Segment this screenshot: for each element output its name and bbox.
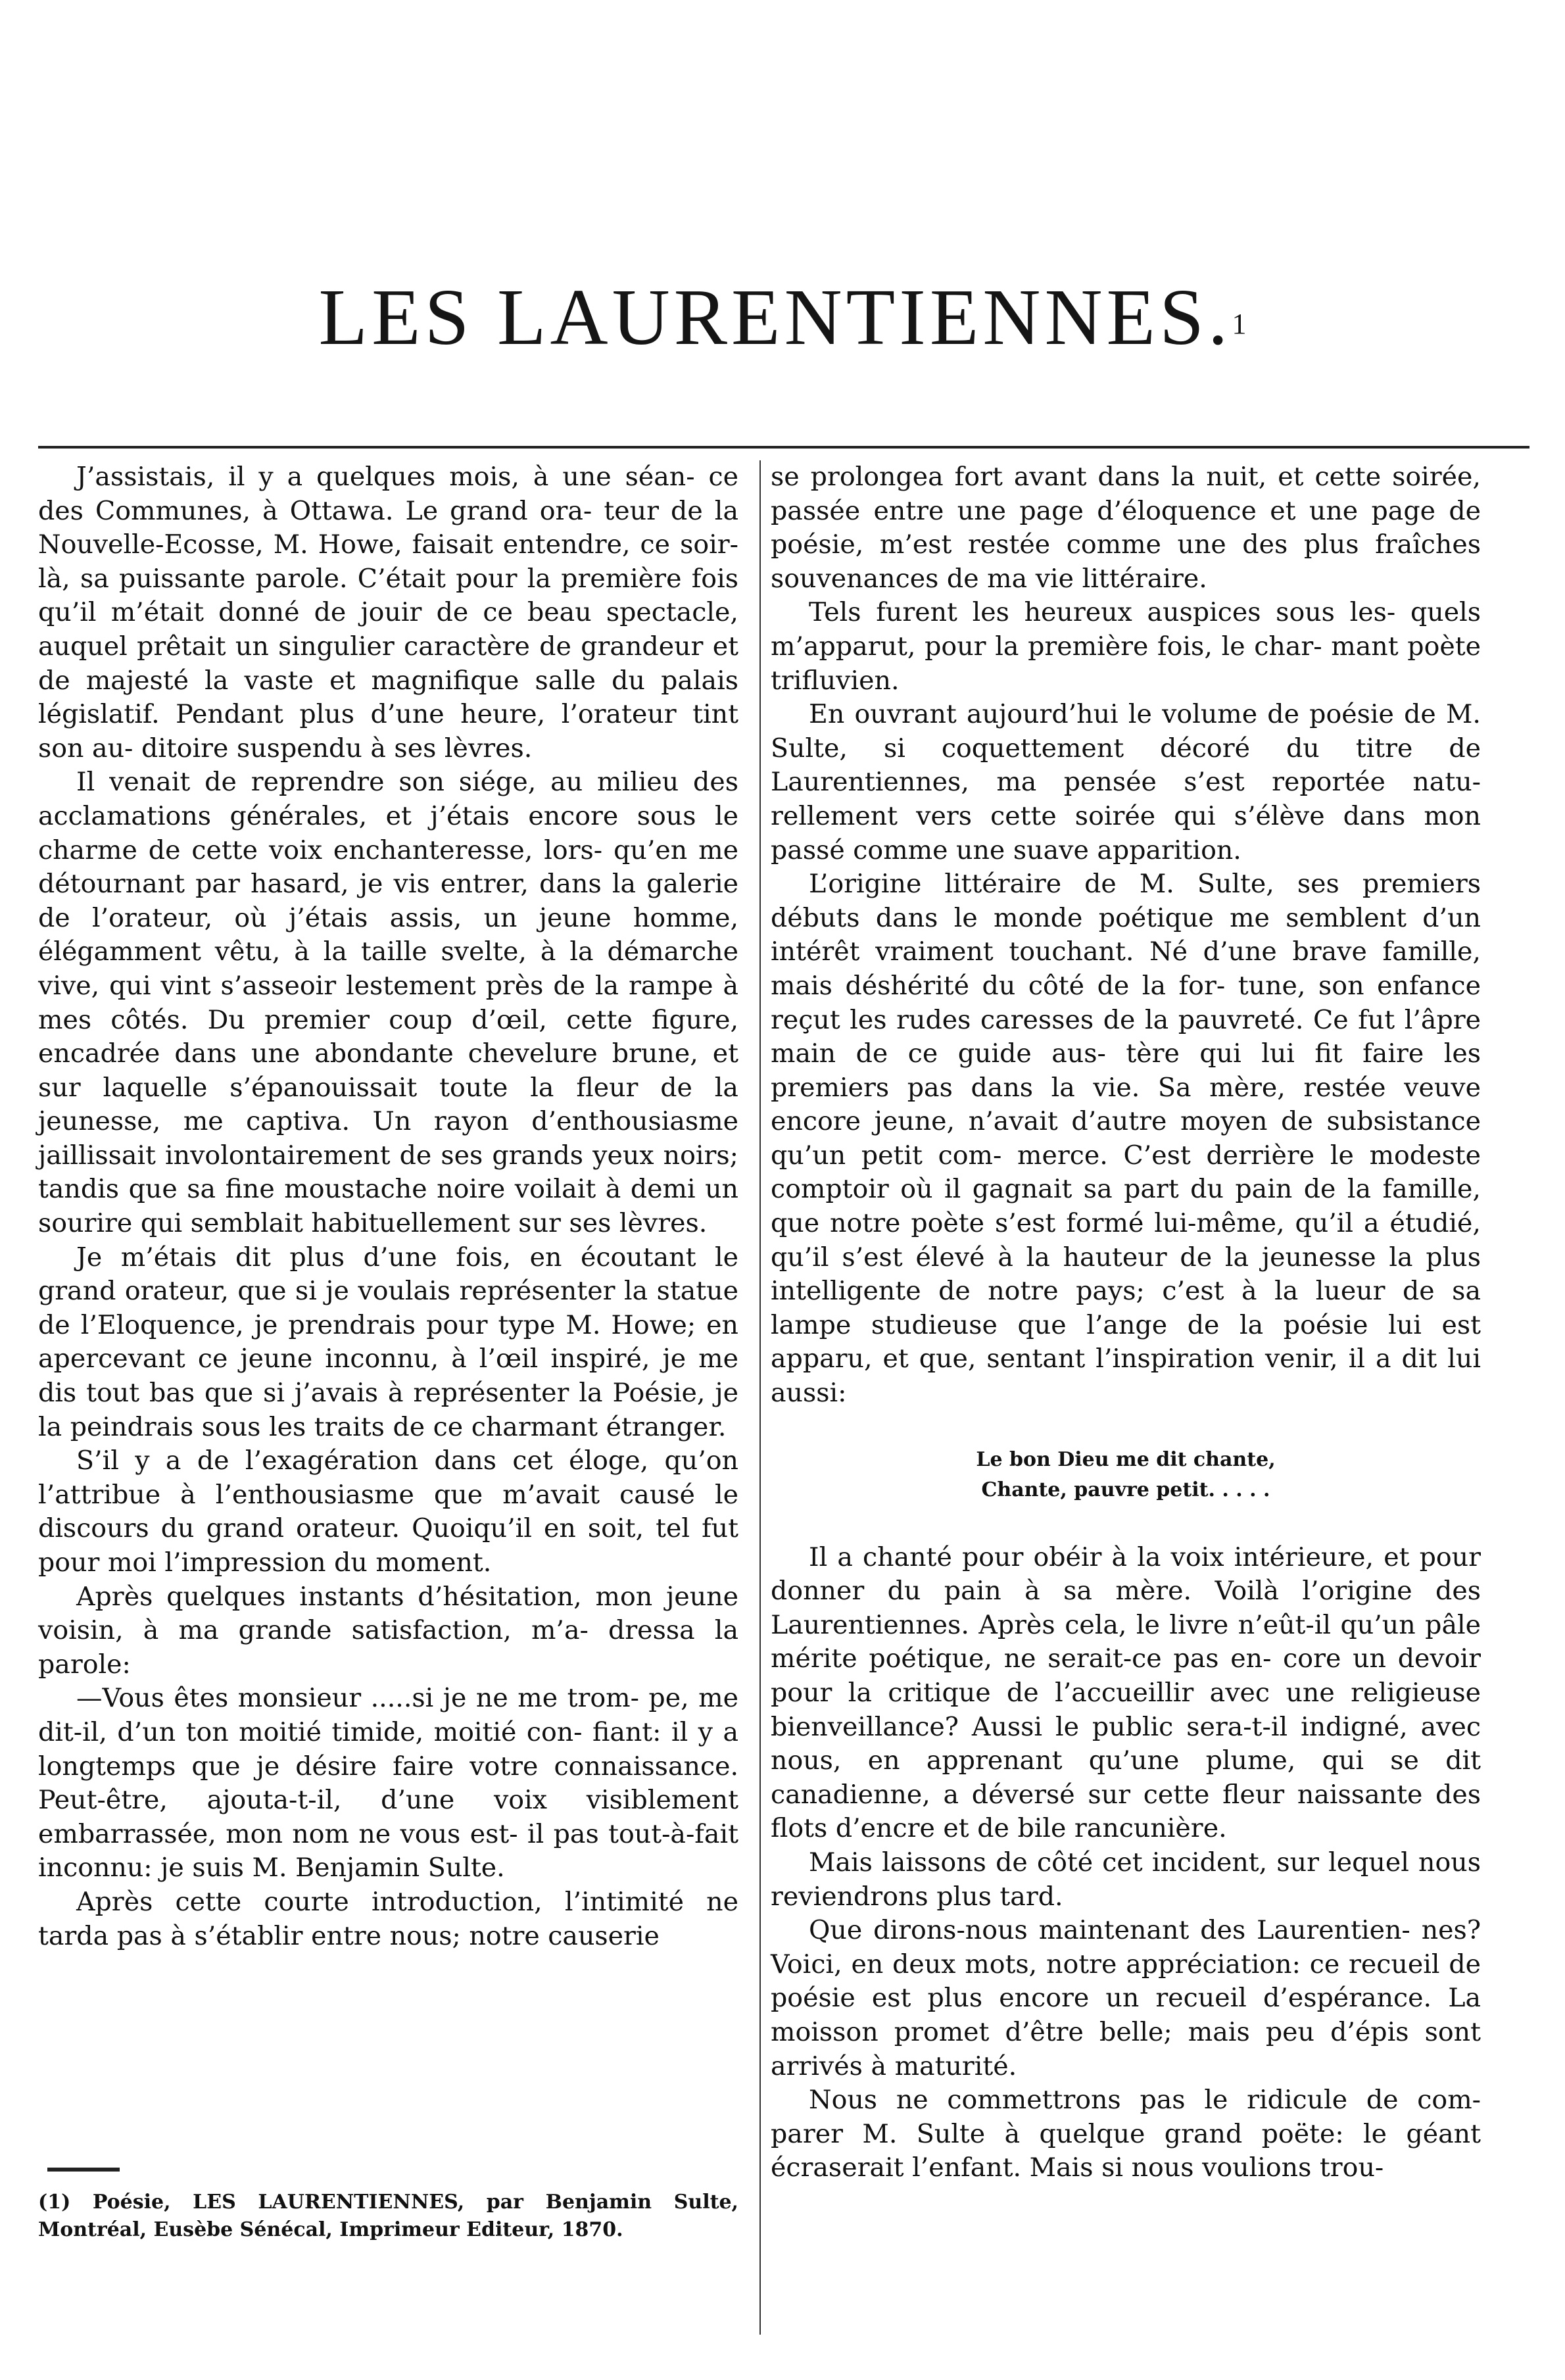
paragraph: se prolongea fort avant dans la nuit, et cette soirée, passée entre une page d’éloquence et une page de poésie, m’est restée comme une des plus fraîches souvenances de ma vie littéraire. [771,462,1481,594]
right-column [771,460,1481,2185]
paragraph: En ouvrant aujourd’hui le volume de poésie de M. Sulte, si coquettement décoré du titre de Laurentiennes, ma pensée s’est reportée natu- rellement vers cette soirée qui s’élève dans mon passé comme une suave apparition. [771,699,1481,865]
footnote-rule [47,2168,120,2172]
title-rule [38,446,1529,449]
column-divider [759,460,761,2335]
paragraph: —Vous êtes monsieur .....si je ne me trom- pe, me dit-il, d’un ton moitié timide, moitié con- fiant: il y a longtemps que je désire faire votre connaissance. Peut-être, ajouta-t-il, d’une voix visiblement embarrassée, mon nom ne vous est- il pas tout-à-fait inconnu: je suis M. Benjamin Sulte. [38,1683,738,1883]
paragraph: Après cette courte introduction, l’intimité ne tarda pas à s’établir entre nous; notre causerie [38,1886,738,1951]
verse-line: Chante, pauvre petit. . . . . [981,1478,1270,1501]
paragraph: L’origine littéraire de M. Sulte, ses premiers débuts dans le monde poétique me semblent d’un intérêt vraiment touchant. Né d’une brave famille, mais déshérité du côté de la for- tune, son enfance reçut les rudes caresses de la pauvreté. Ce fut l’âpre main de ce guide aus- tère qui lui fit faire les premiers pas dans la vie. Sa mère, restée veuve encore jeune, n’avait d’autre moyen de subsistance qu’un petit com- merce. C’est derrière le modeste comptoir où il gagnait sa part du pain de la famille, que notre poète s’est formé lui-même, qu’il a étudié, qu’il s’est élevé à la hauteur de la jeunesse la plus intelligente de notre pays; c’est à la lueur de sa lampe studieuse que l’ange de la poésie lui est apparu, et que, sentant l’inspiration venir, il a dit lui aussi: [771,869,1481,1409]
paragraph: J’assistais, il y a quelques mois, à une séan- ce des Communes, à Ottawa. Le grand ora- teur de la Nouvelle-Ecosse, M. Howe, faisait entendre, ce soir-là, sa puissante parole. C’était pour la première fois qu’il m’était donné de jouir de ce beau spectacle, auquel prêtait un singulier caractère de grandeur et de majesté la vaste et magnifique salle du palais législatif. Pendant plus d’une heure, l’orateur tint son au- ditoire suspendu à ses lèvres. [38,462,738,764]
paragraph: Mais laissons de côté cet incident, sur lequel nous reviendrons plus tard. [771,1847,1481,1912]
page-title [0,268,1565,367]
title-footnote-mark: 1 [1232,308,1247,340]
paragraph: S’il y a de l’exagération dans cet éloge, qu’on l’attribue à l’enthousiasme que m’avait causé le discours du grand orateur. Quoiqu’il en soit, tel fut pour moi l’impression du moment. [38,1445,738,1578]
paragraph: Je m’étais dit plus d’une fois, en écoutant le grand orateur, que si je voulais représenter la statue de l’Eloquence, je prendrais pour type M. Howe; en apercevant ce jeune inconnu, à l’œil inspiré, je me dis tout bas que si j’avais à représenter la Poésie, je la peindrais sous les traits de ce charmant étranger. [38,1242,738,1442]
paragraph: Il venait de reprendre son siége, au milieu des acclamations générales, et j’étais encore sous le charme de cette voix enchanteresse, lors- qu’en me détournant par hasard, je vis entrer, dans la galerie de l’orateur, où j’étais assis, un jeune homme, élégamment vêtu, à la taille svelte, à la démarche vive, qui vint s’asseoir lestement près de la rampe à mes côtés. Du premier coup d’œil, cette figure, encadrée dans une abondante chevelure brune, et sur laquelle s’épanouissait toute la fleur de la jeunesse, me captiva. Un rayon d’enthousiasme jaillissait involontairement de ses grands yeux noirs; tandis que sa fine moustache noire voilait à demi un sourire qui semblait habituellement sur ses lèvres. [38,767,738,1239]
title-text: LES LAURENTIENNES. [318,273,1232,362]
paragraph: Après quelques instants d’hésitation, mon jeune voisin, à ma grande satisfaction, m’a- dressa la parole: [38,1581,738,1680]
paragraph: Il a chanté pour obéir à la voix intérieure, et pour donner du pain à sa mère. Voilà l’origine des Laurentiennes. Après cela, le livre n’eût-il qu’un pâle mérite poétique, ne serait-ce pas en- core un devoir pour la critique de l’accueillir avec une religieuse bienveillance? Aussi le public sera-t-il indigné, avec nous, en apprenant qu’une plume, qui se dit canadienne, a déversé sur cette fleur naissante des flots d’encre et de bile rancunière. [771,1542,1481,1844]
left-column [38,460,738,1953]
verse-line: Le bon Dieu me dit chante, [976,1447,1276,1471]
paragraph: Que dirons-nous maintenant des Laurentien- nes? Voici, en deux mots, notre appréciation: ce recueil de poésie est plus encore un recueil d’espérance. La moisson promet d’être belle; mais peu d’épis sont arrivés à maturité. [771,1915,1481,2081]
footnote: (1) Poésie, LES LAURENTIENNES, par Benjamin Sulte, Montréal, Eusèbe Sénécal, Imprimeur Editeur, 1870. [38,2191,738,2241]
paragraph: Tels furent les heureux auspices sous les- quels m’apparut, pour la première fois, le char- mant poète trifluvien. [771,597,1481,696]
paragraph: Nous ne commettrons pas le ridicule de com- parer M. Sulte à quelque grand poëte: le géant écraserait l’enfant. Mais si nous voulions trou- [771,2085,1481,2183]
verse-quote [771,1445,1481,1505]
